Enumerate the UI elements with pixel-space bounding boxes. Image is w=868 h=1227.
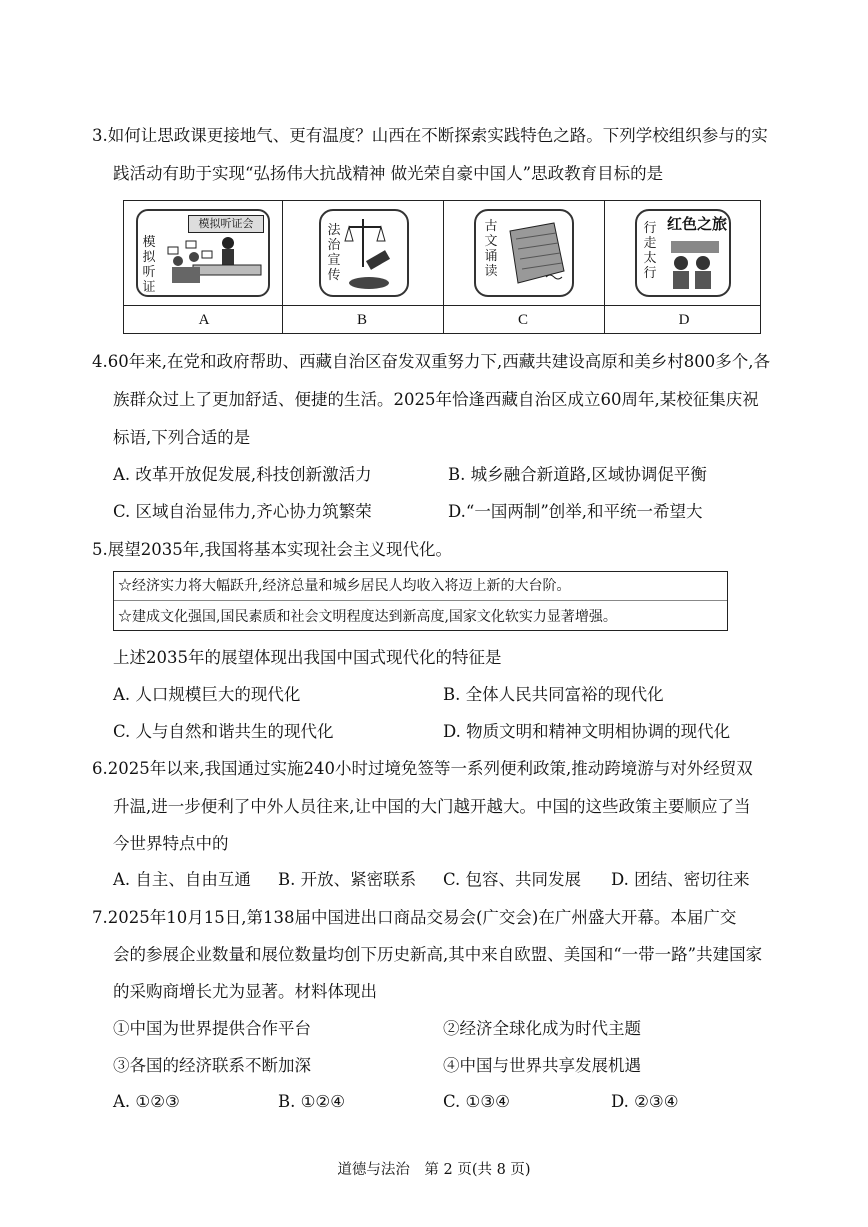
q7-option-b: B. ①②④ <box>278 1092 345 1111</box>
q4-option-b: B. 城乡融合新道路,区域协调促平衡 <box>448 465 707 484</box>
q7-stem-line-2: 会的参展企业数量和展位数量均创下历史新高,其中来自欧盟、美国和“一带一路”共建国家 <box>113 945 763 964</box>
q3-caption-b: B <box>356 312 367 328</box>
hearing-scene-illustration <box>138 211 268 295</box>
q7-item-3: ③各国的经济联系不断加深 <box>113 1056 311 1075</box>
q5-option-a: A. 人口规模巨大的现代化 <box>113 685 301 704</box>
q6-stem-line-2: 升温,进一步便利了中外人员往来,让中国的大门越开越大。中国的这些政策主要顺应了当 <box>113 797 751 816</box>
q5-option-d: D. 物质文明和精神文明相协调的现代化 <box>443 722 731 741</box>
q6-option-d: D. 团结、密切往来 <box>611 870 750 889</box>
q3-image-c <box>474 209 574 297</box>
red-tour-illustration <box>637 211 729 295</box>
q3-d-side-text: 行走太行 <box>643 221 657 281</box>
q7-option-c: C. ①③④ <box>443 1092 510 1111</box>
q3-stem-line-1: 3.如何让思政课更接地气、更有温度？山西在不断探索实践特色之路。下列学校组织参与的实 <box>92 126 768 145</box>
q3-c-side-text: 古文诵读 <box>484 219 498 279</box>
q7-item-2: ②经济全球化成为时代主题 <box>443 1019 641 1038</box>
q7-option-a: A. ①②③ <box>113 1092 180 1111</box>
q3-stem-line-2: 践活动有助于实现“弘扬伟大抗战精神 做光荣自豪中国人”思政教育目标的是 <box>113 164 664 183</box>
q6-option-b: B. 开放、紧密联系 <box>278 870 417 889</box>
q7-item-1: ①中国为世界提供合作平台 <box>113 1019 311 1038</box>
q7-stem-line-3: 的采购商增长尤为显著。材料体现出 <box>113 982 377 1001</box>
q3-b-side-text: 法治宣传 <box>327 223 341 283</box>
q5-stem-line-1: 5.展望2035年,我国将基本实现社会主义现代化。 <box>92 540 452 559</box>
q3-caption-d: D <box>678 312 690 328</box>
q5-material-line-1: ☆经济实力将大幅跃升,经济总量和城乡居民人均收入将迈上新的大台阶。 <box>118 578 571 594</box>
q3-image-table <box>123 200 761 334</box>
q3-caption-a: A <box>198 312 210 328</box>
q7-item-4: ④中国与世界共享发展机遇 <box>443 1056 641 1075</box>
q5-option-c: C. 人与自然和谐共生的现代化 <box>113 722 334 741</box>
q3-image-d <box>635 209 731 297</box>
q3-caption-c: C <box>517 312 528 328</box>
q3-image-a <box>136 209 270 297</box>
q7-stem-line-1: 7.2025年10月15日,第138届中国进出口商品交易会(广交会)在广州盛大开幕。本届广交 <box>92 908 737 927</box>
q6-stem-line-1: 6.2025年以来,我国通过实施240小时过境免签等一系列便利政策,推动跨境游与对外经贸双 <box>92 759 753 778</box>
q6-option-c: C. 包容、共同发展 <box>443 870 582 889</box>
q3-d-banner: 红色之旅 <box>666 215 727 233</box>
q6-option-a: A. 自主、自由互通 <box>113 870 251 889</box>
q3-caption-row <box>124 305 760 336</box>
q5-question: 上述2035年的展望体现出我国中国式现代化的特征是 <box>113 648 502 667</box>
q5-option-b: B. 全体人民共同富裕的现代化 <box>443 685 664 704</box>
q4-option-a: A. 改革开放促发展,科技创新激活力 <box>113 465 372 484</box>
q4-option-c: C. 区域自治显伟力,齐心协力筑繁荣 <box>113 502 372 521</box>
q4-stem-line-1: 4.60年来,在党和政府帮助、西藏自治区奋发双重努力下,西藏共建设高原和美乡村800多个,各 <box>92 352 770 371</box>
q6-stem-line-3: 今世界特点中的 <box>113 834 229 853</box>
ancient-book-illustration <box>476 211 572 295</box>
q5-material-box <box>113 571 728 631</box>
q7-option-d: D. ②③④ <box>611 1092 679 1111</box>
q5-material-line-2: ☆建成文化强国,国民素质和社会文明程度达到新高度,国家文化软实力显著增强。 <box>118 609 617 625</box>
q4-stem-line-3: 标语,下列合适的是 <box>113 428 251 447</box>
q4-stem-line-2: 族群众过上了更加舒适、便捷的生活。2025年恰逢西藏自治区成立60周年,某校征集庆祝 <box>113 390 759 409</box>
q3-image-b <box>319 209 409 297</box>
q3-a-banner: 模拟听证会 <box>188 215 264 233</box>
scales-and-gavel-illustration <box>321 211 407 295</box>
q3-a-side-text: 模拟听证 <box>142 235 156 295</box>
q4-option-d: D.“一国两制”创举,和平统一希望大 <box>448 502 703 521</box>
page-footer: 道德与法治 第 2 页(共 8 页) <box>337 1162 531 1178</box>
